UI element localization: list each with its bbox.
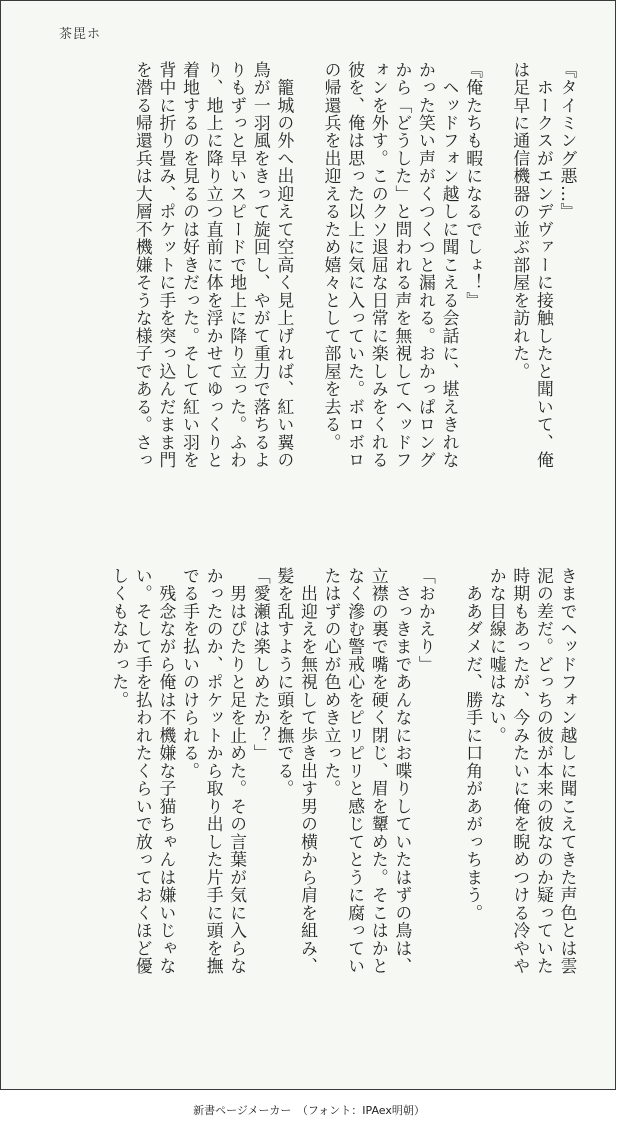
text-line: 「愛瀬は楽しめたか？」 <box>251 567 272 763</box>
text-block-bottom <box>91 567 579 1035</box>
text-line: 『タイミング悪…』 <box>558 61 578 221</box>
blank-line <box>296 61 320 529</box>
text-line: かったのか、ポケットから取り出した片手に頭を撫 <box>204 567 225 976</box>
text-line: 「おかえり」 <box>416 567 437 674</box>
text-line: でる手を払いのけられる。 <box>180 567 201 780</box>
text-block-top <box>91 61 579 529</box>
text-line: なく滲む警戒心をピリピリと感じてとうに腐ってい <box>345 567 366 976</box>
text-line: たはずの心が色めき立った。 <box>322 567 343 798</box>
text-line: 籠城の外へ出迎えて空高く見上げれば、紅い翼の <box>274 61 295 470</box>
text-line: 残念ながら俺は不機嫌な子猫ちゃんは嫌いじゃな <box>156 567 177 976</box>
text-line: さっきまであんなにお喋りしていたはずの鳥は、 <box>392 567 413 976</box>
text-line: 『俺たちも暇になるでしょ！』 <box>463 61 484 310</box>
text-line: ォンを外す。このクソ退屈な日常に楽しみをくれる <box>369 61 390 470</box>
text-line: かった笑い声がくつくつと漏れる。おかっぱロング <box>416 61 437 470</box>
text-line: ああダメだ、勝手に口角があがっちまう。 <box>463 567 484 922</box>
text-line: は足早に通信機器の並ぶ部屋を訪れた。 <box>510 61 531 381</box>
text-line: 鳥が一羽風をきって旋回し、やがて重力で落ちるよ <box>251 61 272 470</box>
text-line: を潜る帰還兵は大層不機嫌そうな様子である。さっ <box>133 61 154 470</box>
blank-line <box>485 61 509 529</box>
text-line: から「どうした」と問われる声を無視してヘッドフ <box>392 61 413 470</box>
text-line: ホークスがエンデヴァーに接触したと聞いて、俺 <box>534 61 555 470</box>
text-line: 立襟の裏で嘴を硬く閉じ、眉を顰めた。そこはかと <box>369 567 390 976</box>
text-line: かな目線に嘘はない。 <box>487 567 508 745</box>
text-line: しくもなかった。 <box>109 567 130 709</box>
text-line: 背中に折り畳み、ポケットに手を突っ込んだまま門 <box>156 61 177 470</box>
text-line: ヘッドフォン越しに聞こえる会話に、堪えきれな <box>440 61 461 470</box>
text-line: の帰還兵を出迎えるため嬉々として部屋を去る。 <box>322 61 343 452</box>
page-header-title: 茶毘ホ <box>59 27 102 42</box>
text-line: 泥の差だ。どっちの彼が本来の彼なのか疑っていた <box>534 567 555 976</box>
text-line: 男はぴたりと足を止めた。その言葉が気に入らな <box>227 567 248 976</box>
text-line: い。そして手を払われたくらいで放っておくほど優 <box>133 567 154 976</box>
footer-credit: 新書ページメーカー （フォント：IPAex明朝） <box>193 1104 425 1117</box>
text-line: り、地上に降り立つ直前に体を浮かせてゆっくりと <box>204 61 225 470</box>
text-line: りもずっと早いスピードで地上に降り立った。ふわ <box>227 61 248 470</box>
blank-line <box>437 567 461 1035</box>
text-line: 出迎えを無視して歩き出す男の横から肩を組み、 <box>298 567 319 976</box>
text-line: 髪を乱すように頭を撫でる。 <box>274 567 295 798</box>
text-line: 時期もあったが、今みたいに俺を睨めつける冷やや <box>510 567 531 976</box>
text-line: きまでヘッドフォン越しに聞こえてきた声色とは雲 <box>558 567 578 976</box>
text-line: 着地するのを見るのは好きだった。そして紅い羽を <box>180 61 201 470</box>
text-line: 彼を、俺は思った以上に気に入っていた。ボロボロ <box>345 61 366 470</box>
